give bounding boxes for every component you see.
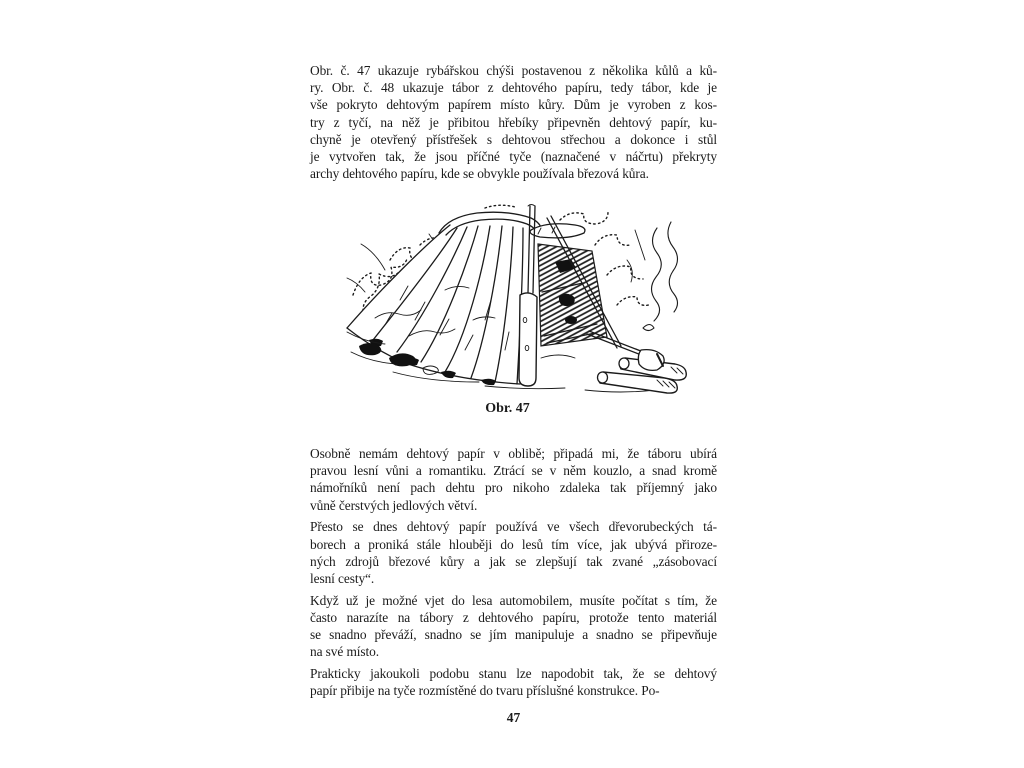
text-line: papír přibije na tyče rozmístěné do tvaru příslušné konstrukce. Po- [310,683,660,699]
text-line: archy dehtového papíru, kde se obvykle používala březová kůra. [310,166,649,182]
text-line: se snadno převáží, snadno se jím manipuluje a snadno se připevňuje [310,627,717,643]
body-paragraph [310,592,717,661]
bark-hut-drawing-icon [345,200,701,398]
log-and-axe-icon [587,331,686,393]
text-line: je vytvořen tak, že jsou příčné tyče (naznačené v náčrtu) překryty [310,149,717,165]
text-line: borech a proniká stále hlouběji do lesů tím více, jak ubývá přiroze- [310,536,717,552]
text-line: lesní cesty“. [310,571,375,587]
text-line: try z tyčí, na něž je přibitou hřebíky připevněn dehtový papír, ku- [310,114,717,130]
text-line: vůně čerstvých jedlových větví. [310,497,478,513]
text-line: ných zdrojů březové kůry a jak se zlepšují tak zvané „zásobovací [310,553,717,569]
text-line: Obr. č. 47 ukazuje rybářskou chýši postavenou z několika kůlů a ků- [310,63,717,78]
text-line: Když už je možné vjet do lesa automobilem, musíte počítat s tím, že [310,592,717,608]
text-line: Prakticky jakoukoli podobu stanu lze napodobit tak, že se dehtový [310,666,717,682]
page-number: 47 [506,710,521,725]
body-paragraph [310,518,717,587]
text-line: ry. Obr. č. 48 ukazuje tábor z dehtového papíru, tedy tábor, kde je [310,80,717,96]
text-line: námořníků není pach dehtu pro nikoho zdaleka tak příjemný jako [310,480,717,496]
text-line: chyně je otevřený přístřešek s dehtovou střechou a dokonce i stůl [310,131,717,147]
text-line: často narazíte na tábory z dehtového papíru, protože tento materiál [310,610,717,626]
body-text [310,445,717,700]
body-paragraph [310,445,717,514]
text-line: vše pokryto dehtovým papírem místo kůry. Dům je vyroben z kos- [310,97,717,113]
smoke-icon [643,222,678,331]
figure-caption: Obr. 47 [485,401,530,416]
figure-illustration [345,200,701,398]
body-paragraph [310,665,717,699]
intro-paragraph [310,62,717,182]
text-line: Osobně nemám dehtový papír v oblibě; připadá mi, že táboru ubírá [310,446,717,461]
text-line: Přesto se dnes dehtový papír používá ve všech dřevorubeckých tá- [310,519,717,535]
text-line: pravou lesní vůni a romantiku. Ztrácí se v něm kouzlo, a snad kromě [310,463,717,479]
text-line: na své místo. [310,644,379,660]
